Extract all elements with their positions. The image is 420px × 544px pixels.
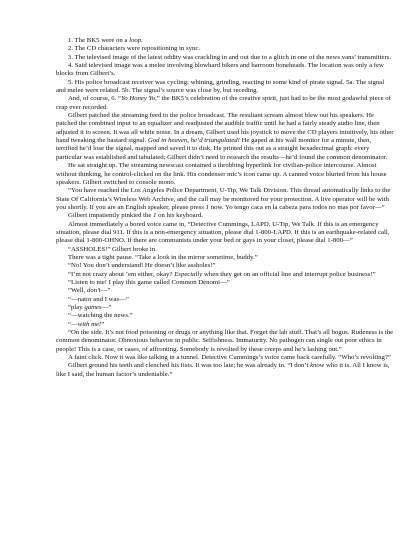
emphasis-text: 1 xyxy=(153,212,157,220)
text-run: Gilbert ground his teeth and clenched his fists. It was too late; he was already in. “I don’t xyxy=(68,362,311,370)
paragraph xyxy=(56,296,394,304)
paragraph xyxy=(56,354,394,362)
text-run: A faint click. Now it was like talking in a tunnel. Detective Cummings’s voice came back carefully. “Who’s revolting?” xyxy=(68,354,391,362)
text-run: He gaped at his wall monitor for a minute, then, terrified he’d lose the signal, mapped and saved it to disk. He printed this out as a straight hexadecimal graph: every particular was established and tabulated; Gilbert didn’t need to research the results—he’d found the common denominator. xyxy=(56,137,388,161)
text-run: on his keyboard. xyxy=(156,212,203,220)
paragraph xyxy=(56,162,394,187)
list-item: 4. Said televised image was a melee involving blowhard bikers and barroom boneheads. The location was only a few blocks from Gilbert’s. xyxy=(56,62,384,78)
paragraph xyxy=(56,246,394,254)
text-run: “On the side. It’s not food poisoning or drugs or anything like that. Forget the lab stuff. That’s all bogus. Rudeness is the common denominator. Obnoxious behavior in public. Selfishness. Immaturity. No pathogen can single out poor ethics in people! This is a case, or cases, of affronting. Somebody is revolted by these creeps and he’s lashing out.” xyxy=(56,329,394,353)
list-item: 1. The BK5 were on a loop. xyxy=(68,37,143,44)
list-item: 5. His police broadcast receiver was cycling; whining, grinding, reacting to some kind of pirate signal. 5a. The signal and melee were related. 5b. The signal’s source was close by, but receding. xyxy=(56,78,385,95)
text-run: There was a tight pause. “Take a look in the mirror sometime, buddy.” xyxy=(68,253,258,261)
list-item: 2. The CD characters were repositioning in sync. xyxy=(68,45,201,53)
emphasis-text: with me! xyxy=(77,320,102,328)
text-run: now. Yo tengo caca en la cabeza para todos no mas por favor—” xyxy=(209,203,385,211)
text-run: Almost immediately a bored voice came in, “Detective Cummings, LAPD. U-Tip, We Talk. If this is an emergency situation, please dial 911. If this is a non-emergency situation, please dial 1-800-LAPD. If this is an earthquake-related call, please dial 1-800-OHNO. If there are communists under your bed or gays in your closet, please dial 1-800—” xyxy=(56,220,390,245)
paragraph xyxy=(56,212,394,220)
text-run: “I’m not crazy about ’em either, okay? xyxy=(68,270,175,278)
emphasis-text: 1 xyxy=(205,203,209,211)
emphasis-text: know xyxy=(310,362,325,370)
list-item: 3. The televised image of the latest oddity was crackling in and out due to a glitch in one of the news vans’ transmitters. xyxy=(68,53,392,61)
paragraph xyxy=(56,254,394,262)
paragraph xyxy=(56,271,394,279)
paragraph xyxy=(56,112,394,162)
paragraph xyxy=(56,221,394,246)
text-run: Gilbert impatiently pinkied the xyxy=(68,212,154,220)
text-run: “—nator and I was—” xyxy=(68,295,129,303)
emphasis-text: don’t xyxy=(86,287,101,295)
paragraph xyxy=(56,187,394,212)
list-item: And, of course, 6. “Yo Honey Yo,” the BK5’s celebration of the creative spirit, just had to be the most godawful piece of crap ever recorded. xyxy=(56,95,391,111)
emphasis-text: God in heaven, he’d triangulated! xyxy=(147,137,240,145)
text-run: —” xyxy=(100,287,111,295)
paragraph xyxy=(56,262,394,270)
text-run: ” xyxy=(101,320,105,328)
paragraph xyxy=(56,329,394,354)
text-run: when they get on an official line and interrupt police business!” xyxy=(202,270,376,278)
body-text xyxy=(56,112,394,379)
text-run: “—watching the news.” xyxy=(68,312,133,320)
text-run: “play xyxy=(68,304,85,311)
text-run: who it is. All I know is, like I said, the human factor’s undeniable.” xyxy=(56,362,390,378)
paragraph xyxy=(56,304,394,312)
text-run: “— xyxy=(68,320,78,328)
paragraph xyxy=(56,362,394,379)
paragraph xyxy=(56,312,394,320)
text-run: “Listen to me! I play this game called Common Denomi—” xyxy=(68,278,230,286)
text-run: —” xyxy=(101,304,112,311)
emphasis-text: games xyxy=(84,304,102,311)
paragraph xyxy=(56,279,394,287)
paragraph xyxy=(56,321,394,329)
text-run: He sat straight up. The streaming newscast contained a throbbing hyperlink for civilian-police intercourse. Almost without thinking, he control-clicked on the link. His condenser mic’s icon came up. A canned voice blurted from his house speakers. Gilbert switched to console mono. xyxy=(56,162,387,186)
paragraph xyxy=(56,287,394,295)
text-run: Gilbert patched the streaming feed to the police broadcast. The resultant scream almost blew out his speakers. He patched the combined input to an equalizer and readjusted the audible traffic until he had a fairly steady audio line, then adjusted it to screen. It was all white noise. In a dream, Gilbert used his joystick to move the CD players intuitively, his other hand tweaking the bastard signal. xyxy=(56,112,394,145)
text-run: “You have reached the Los Angeles Police Department, U-Tip, We Talk Division. This thread automatically links to the State Of California’s Wireless Web Archive, and the call may be monitored for your protection. A live operator will be with you shortly. If you are an English speaker, please press xyxy=(56,187,391,211)
emphasis-text: Especially xyxy=(174,270,203,278)
text-run: “Well, xyxy=(68,287,87,295)
numbered-list xyxy=(56,37,394,112)
text-run: “No! You don’t understand! He doesn’t like assholes!” xyxy=(68,262,216,270)
text-run: “ASSHOLES!” Gilbert broke in. xyxy=(68,245,157,253)
